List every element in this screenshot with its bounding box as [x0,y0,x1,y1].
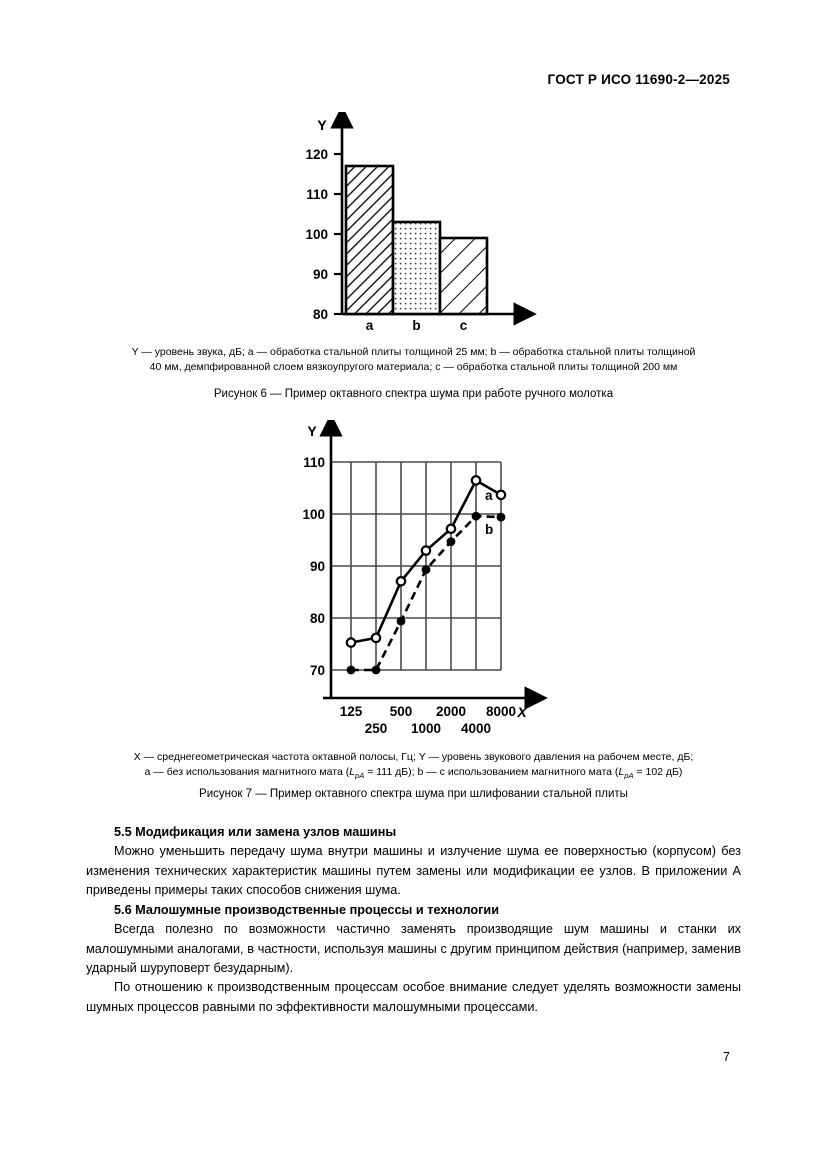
figure-7-legend-symbol-lp-a1: L [349,766,356,779]
svg-text:8000: 8000 [485,704,516,719]
figure-6-svg [284,112,544,332]
section-5-6-paragraph-1: Всегда полезно по возможности частично заменять производящие шум машины и станки их малошумными аналогами, в частности, используя машины с другим принципом действия (например, заменив ударный шуруповерт безударным). [86,922,741,975]
svg-text:4000: 4000 [460,721,491,736]
figure-7-y-ticks [302,455,325,678]
figure-7-x-axis-symbol: X [516,704,527,720]
figure-7-legend-middle: = 111 дБ); b — с использованием магнитного мата ( [364,766,619,779]
svg-text:110: 110 [302,455,325,470]
figure-7-caption: Рисунок 7 — Пример октавного спектра шума при шлифовании стальной плиты [199,788,628,800]
figure-7-legend-suffix: = 102 дБ) [633,766,683,779]
figure-7-y-axis-symbol: Y [306,423,317,439]
section-heading-5-5: 5.5 Модификация или замена узлов машины [114,825,397,839]
figure-7-line-chart [0,420,827,740]
svg-text:80: 80 [309,611,325,626]
svg-text:120: 120 [304,147,328,162]
section-5-6-paragraph-2: По отношению к производственным процессам особое внимание следует уделять возможности замены шумных процессов равными по эффективности малошумными процессами. [86,980,741,1014]
document-body [86,823,741,1017]
figure-6-bar-b [393,222,440,314]
figure-6-legend-line-1: Y — уровень звука, дБ; a — обработка стальной плиты толщиной 25 мм; b — обработка стальной плиты толщиной [131,346,696,358]
figure-6-category-label-c: c [459,318,467,332]
figure-6-y-axis-symbol: Y [316,117,327,133]
svg-text:1000: 1000 [410,721,441,736]
svg-text:100: 100 [301,507,325,522]
figure-7-grid [331,462,501,670]
figure-7-legend-line-1: X — среднегеометрическая частота октавной полосы, Гц; Y — уровень звукового давления на рабочем месте, дБ; [133,751,694,763]
figure-6-caption: Рисунок 6 — Пример октавного спектра шума при работе ручного молотка [213,388,614,400]
svg-text:250: 250 [364,721,387,736]
figure-6-bar-chart [0,112,827,332]
figure-6-legend [86,345,741,375]
figure-7-legend-subscript-1: pA [355,771,365,781]
svg-text:125: 125 [339,704,362,719]
section-heading-5-6: 5.6 Малошумные производственные процессы и технологии [114,902,500,917]
page-number: 7 [723,1050,730,1064]
svg-text:2000: 2000 [435,704,466,719]
figure-7-legend-subscript-2: pA [624,771,634,781]
svg-text:500: 500 [389,704,412,719]
figure-7-legend-symbol-lp-a2: L [618,766,625,779]
figure-6-category-label-a: a [365,318,373,332]
figure-7-legend-a-prefix: a — без использования магнитного мата ( [144,766,350,779]
svg-text:110: 110 [305,187,328,202]
svg-text:90: 90 [312,267,328,282]
figure-6-bar-a [346,166,393,314]
figure-6-category-label-b: b [411,318,421,332]
svg-text:70: 70 [309,663,325,678]
figure-7-series-label-a: a [484,488,493,503]
svg-text:90: 90 [309,559,325,574]
figure-6-bar-c [440,238,487,314]
figure-7-legend-line-2 [86,765,741,782]
figure-6-y-ticks [305,147,342,322]
document-header-standard-number: ГОСТ Р ИСО 11690-2—2025 [547,72,730,87]
figure-6-legend-line-2: 40 мм, демпфированной слоем вязкоупругого материала; c — обработка стальной плиты толщиной 200 мм [149,361,678,374]
figure-7-svg [279,420,549,740]
figure-7-legend [86,750,741,782]
section-5-5-paragraph-1: Можно уменьшить передачу шума внутри машины и излучение шума ее поверхностью (корпусом) без изменения технических характеристик машины путем замены или модификации ее узлов. В приложении А приведены примеры таких способов снижения шума. [86,844,741,898]
figure-7-series-label-b: b [484,522,493,537]
svg-text:80: 80 [312,307,328,322]
svg-text:100: 100 [304,227,328,242]
figure-7-x-ticks [339,704,515,736]
